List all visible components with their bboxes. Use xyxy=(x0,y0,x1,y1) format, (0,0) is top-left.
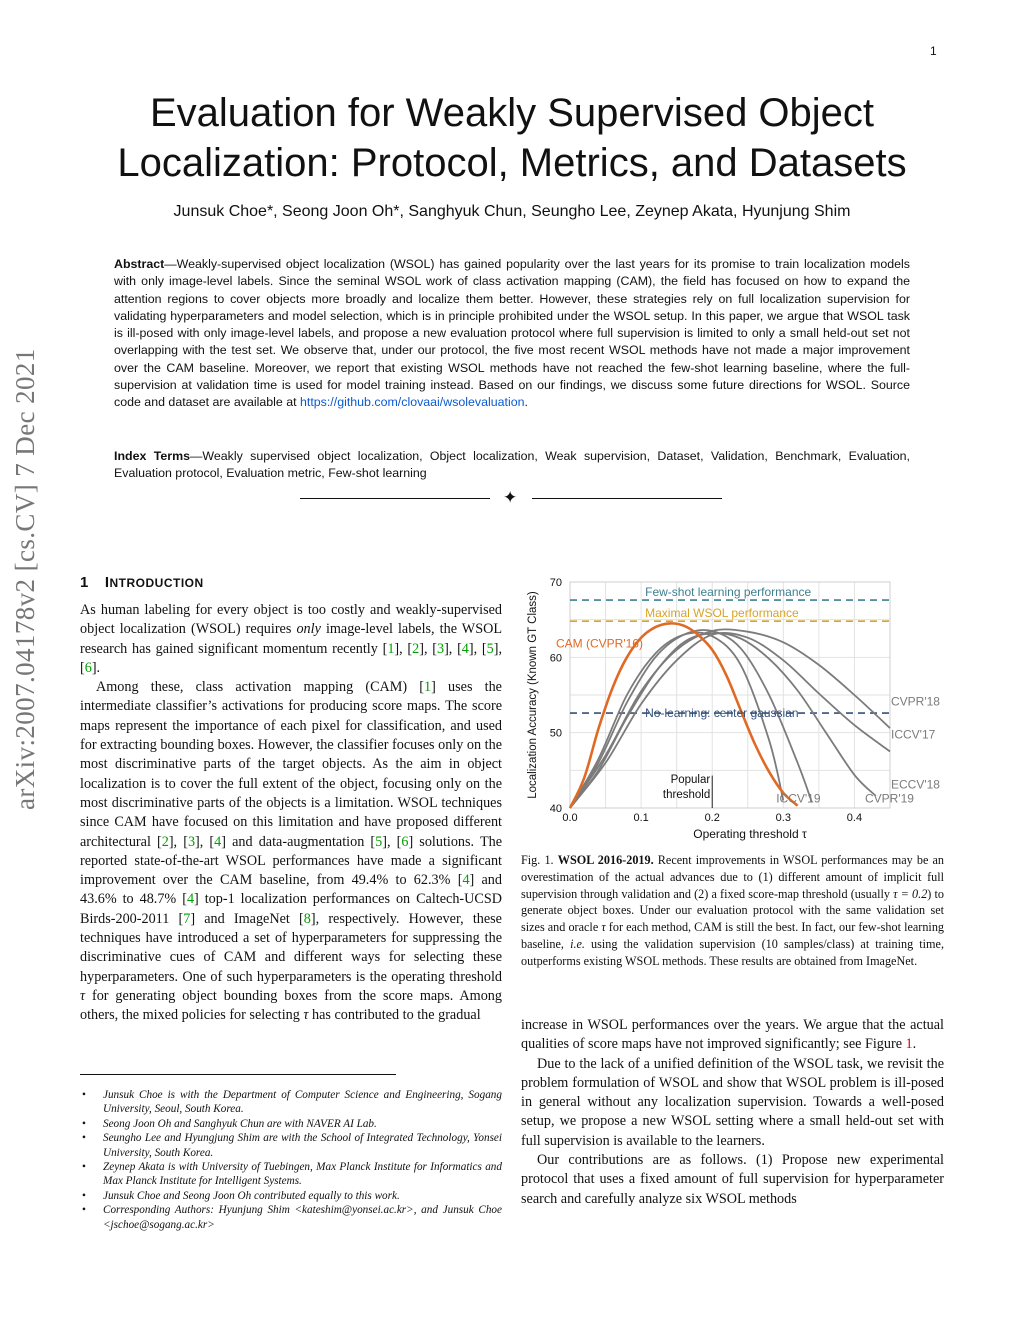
text-run: using the validation supervision (10 samples/class) at training time, outperforms existing WSOL methods. These results are obtained from ImageNet. xyxy=(521,936,944,968)
citation-link[interactable]: 1 xyxy=(424,679,432,696)
x-tick-label: 0.4 xyxy=(846,812,863,824)
text-run: for each method, CAM is still the best. In fact, our few-shot learning baseline, xyxy=(521,920,945,951)
citation-link[interactable]: 4 xyxy=(186,891,195,908)
intro-paragraph-1 xyxy=(80,601,502,678)
text-run: ], [ xyxy=(468,640,487,657)
text-run: ] top-1 localization performances on Caltech-UCSD Birds-200-2011 [ xyxy=(80,891,503,927)
text-run: increase in WSOL performances over the years. We argue that the actual qualities of score maps have not improved significantly; see Figure xyxy=(521,1017,944,1053)
figure-caption xyxy=(521,852,944,970)
math-tau: τ xyxy=(601,920,606,935)
y-tick-label: 50 xyxy=(549,727,562,740)
text-run: ], [ xyxy=(444,640,462,657)
footnote-item: • Junsuk Choe is with the Department of Computer Science and Engineering, Sogang University, Seoul, South Korea. xyxy=(80,1088,502,1117)
text-run: ]. xyxy=(91,659,101,676)
citation-link[interactable]: 4 xyxy=(462,872,470,889)
figure-reference-link[interactable]: 1 xyxy=(905,1036,913,1053)
caption-lead: WSOL 2016-2019. xyxy=(557,853,654,867)
separator-rule-left xyxy=(300,498,490,499)
citation-link[interactable]: 8 xyxy=(303,910,311,927)
caption-figure-number: Fig. 1. xyxy=(521,853,554,867)
annotation-iccv17: ICCV'17 xyxy=(891,727,936,742)
y-tick-label: 70 xyxy=(549,577,562,589)
text-run: ) to generate object boxes. Under our evaluation protocol with the same validation set sizes and oracle xyxy=(521,886,944,935)
footnote-item: • Corresponding Authors: Hyunjung Shim <kateshim@yonsei.ac.kr>, and Junsuk Choe <jschoe@sogang.ac.kr> xyxy=(80,1203,502,1232)
annotation-iccv19: ICCV'19 xyxy=(776,791,821,806)
text-run: ], [ xyxy=(394,640,413,657)
footnote-rule xyxy=(80,1074,396,1075)
math-tau: τ xyxy=(80,987,86,1004)
left-column-body xyxy=(80,601,502,1026)
page-number: 1 xyxy=(930,44,937,58)
section-title-initial: I xyxy=(104,574,110,591)
footnote-item: • Seong Joon Oh and Sanghyuk Chun are with NAVER AI Lab. xyxy=(80,1117,502,1131)
citation-link[interactable]: 2 xyxy=(412,640,420,657)
text-run: has contributed to the gradual xyxy=(308,1007,481,1024)
abstract xyxy=(114,256,910,412)
annotation-few-shot: Few-shot learning performance xyxy=(645,585,812,600)
index-terms-lead: Index Terms xyxy=(114,449,190,463)
separator-diamond-icon: ✦ xyxy=(503,488,518,507)
paper-title xyxy=(60,88,964,188)
math-tau-equation: τ = 0.2 xyxy=(893,886,928,901)
footnotes xyxy=(80,1088,502,1232)
index-terms-text: —Weakly supervised object localization, Object localization, Weak supervision, Dataset, Validation, Benchmark, Evaluation, Evaluation protocol, Evaluation metric, Few-shot learning xyxy=(114,449,910,481)
popular-threshold-label: Popular xyxy=(670,774,711,787)
text-run: Among these, class activation mapping (CAM) [ xyxy=(96,679,425,696)
text-run: image-level labels, the WSOL research has gained significant momentum recently [ xyxy=(80,621,502,657)
body-paragraph: Due to the lack of a unified definition of the WSOL task, we revisit the problem formulation of WSOL and show that WSOL problem is ill-posed in general without any localization supervision. Towards a well-posed setup, we propose a new WSOL setting where a small held-out set with full supervision is available to the learners. xyxy=(521,1055,944,1149)
section-title-rest: NTRODUCTION xyxy=(109,576,204,590)
x-tick-label: 0.0 xyxy=(562,812,578,824)
body-paragraph-continued xyxy=(521,1016,944,1055)
text-run: ] uses the intermediate classifier’s activations for producing score maps. The score maps represent the importance of each pixel for classification, and used for extracting bounding boxes. However, the classifier focuses only on the most discriminative parts of the target objects. As the aim in object localization is to cover the full extent of the object, focusing only on the most discriminative parts of the objects is a limitation. WSOL techniques since CAM have focused on this limitation and have proposed different architectural [ xyxy=(80,679,502,850)
author-list: Junsuk Choe*, Seong Joon Oh*, Sanghyuk Chun, Seungho Lee, Zeynep Akata, Hyunjung Shim xyxy=(173,203,851,220)
intro-paragraph-2 xyxy=(80,678,502,1025)
body-paragraph: Our contributions are as follows. (1) Propose new experimental protocol that uses a fixed amount of full supervision for hyperparameter search and carefully analyze six WSOL methods xyxy=(521,1152,944,1207)
emphasis-only: only xyxy=(296,621,321,638)
citation-link[interactable]: 5 xyxy=(375,833,383,850)
section-separator xyxy=(300,490,724,508)
annotation-center-gaussian: No-learning: center gaussian xyxy=(645,706,799,721)
abstract-tail: . xyxy=(524,395,528,410)
footnote-item: • Zeynep Akata is with University of Tuebingen, Max Planck Institute for Informatics and Max Planck Institute for Intelligent Systems. xyxy=(80,1160,502,1189)
arxiv-identifier-stamp: arXiv:2007.04178v2 [cs.CV] 7 Dec 2021 xyxy=(10,348,40,810)
text-run: Recent improvements in WSOL performances may be an overestimation of the actual advances due to (1) different amount of implicit full supervision through validation and (2) a fixed score-map threshold (usually xyxy=(521,853,944,901)
abstract-lead: Abstract xyxy=(114,257,165,271)
citation-link[interactable]: 3 xyxy=(187,833,196,850)
wsol-accuracy-chart xyxy=(520,572,944,844)
text-run: ], [ xyxy=(80,640,502,676)
annotation-cam: CAM (CVPR'16) xyxy=(556,636,643,651)
text-run: ], [ xyxy=(168,833,188,850)
citation-link[interactable]: 4 xyxy=(214,833,222,850)
citation-link[interactable]: 3 xyxy=(436,640,445,657)
x-tick-label: 0.2 xyxy=(704,812,720,824)
title-line-1: Evaluation for Weakly Supervised Object xyxy=(149,91,875,135)
footnote-item: • Junsuk Choe and Seong Joon Oh contributed equally to this work. xyxy=(80,1189,502,1203)
text-run: ] and 43.6% to 48.7% [ xyxy=(80,872,502,908)
text-run: As human labeling for every object is too costly and weakly-supervised object localization (WSOL) requires xyxy=(80,602,502,638)
text-run: . xyxy=(912,1036,917,1053)
math-tau: τ xyxy=(303,1007,309,1024)
annotation-cvpr19: CVPR'19 xyxy=(865,791,914,806)
text-run: ] and ImageNet [ xyxy=(190,910,304,927)
y-tick-label: 40 xyxy=(549,803,562,815)
abstract-text: —Weakly-supervised object localization (WSOL) has gained popularity over the last years for its promise to train localization models with only image-level labels. Since the seminal WSOL work of class activation mapping (CAM), the field has focused on how to expand the attention regions to cover objects more broadly and localize them better. However, these strategies rely on full localization supervision for validating hyperparameters and model selection, which is in principle prohibited under the WSOL setup. In this paper, we argue that WSOL task is ill-posed with only image-level labels, and propose a new evaluation protocol where full supervision is limited to only a small held-out set not overlapping with the test set. We observe that, under our protocol, the five most recent WSOL methods have not made a major improvement over the CAM baseline. Moreover, we report that existing WSOL methods have not reached the few-shot learning baseline, where the full-supervision at validation time is used for model training instead. Based on our findings, we discuss some future directions for WSOL. Source code and dataset are available at xyxy=(114,257,910,410)
x-axis-label: Operating threshold τ xyxy=(693,827,807,841)
index-terms xyxy=(114,448,910,483)
y-axis-label: Localization Accuracy (Known GT Class) xyxy=(527,591,539,799)
x-tick-label: 0.1 xyxy=(633,812,649,824)
right-column-body xyxy=(521,1016,944,1209)
citation-link[interactable]: 5 xyxy=(486,640,494,657)
text-run: ] and data-augmentation [ xyxy=(221,833,376,850)
emphasis-ie: i.e. xyxy=(570,936,585,951)
y-tick-label: 60 xyxy=(549,652,562,665)
citation-link[interactable]: 7 xyxy=(183,910,191,927)
title-line-2: Localization: Protocol, Metrics, and Datasets xyxy=(117,141,907,185)
citation-link[interactable]: 6 xyxy=(401,833,409,850)
citation-link[interactable]: 4 xyxy=(461,640,469,657)
text-run: ] solutions. The reported state-of-the-art WSOL performances have made a significant improvement over the CAM baseline, from 49.4% to 62.3% [ xyxy=(80,833,503,889)
citation-link[interactable]: 6 xyxy=(84,659,92,676)
section-number: 1 xyxy=(80,574,89,591)
popular-threshold-label: threshold xyxy=(662,789,711,802)
text-run: for generating object bounding boxes from the score maps. Among others, the mixed policies for selecting xyxy=(80,987,502,1024)
section-heading xyxy=(80,574,204,591)
text-run: ], respectively. However, these techniques have introduced a set of hyperparameters for suppressing the discriminative cues of CAM and different ways for selecting these hyperparameters. One of such hyperparameters is the operating threshold xyxy=(80,910,502,985)
citation-link[interactable]: 1 xyxy=(387,640,395,657)
text-run: ], [ xyxy=(195,833,215,850)
footnote-item: • Seungho Lee and Hyungjung Shim are with the School of Integrated Technology, Yonsei University, South Korea. xyxy=(80,1131,502,1160)
text-run: ], [ xyxy=(419,640,437,657)
citation-link[interactable]: 2 xyxy=(161,833,169,850)
annotation-eccv18: ECCV'18 xyxy=(891,777,940,792)
source-code-link[interactable]: https://github.com/clovaai/wsolevaluation xyxy=(300,395,525,410)
annotation-cvpr18: CVPR'18 xyxy=(891,694,940,709)
x-tick-label: 0.3 xyxy=(775,812,791,824)
annotation-maximal-wsol: Maximal WSOL performance xyxy=(645,606,799,621)
text-run: ], [ xyxy=(382,833,402,850)
separator-rule-right xyxy=(532,498,722,499)
